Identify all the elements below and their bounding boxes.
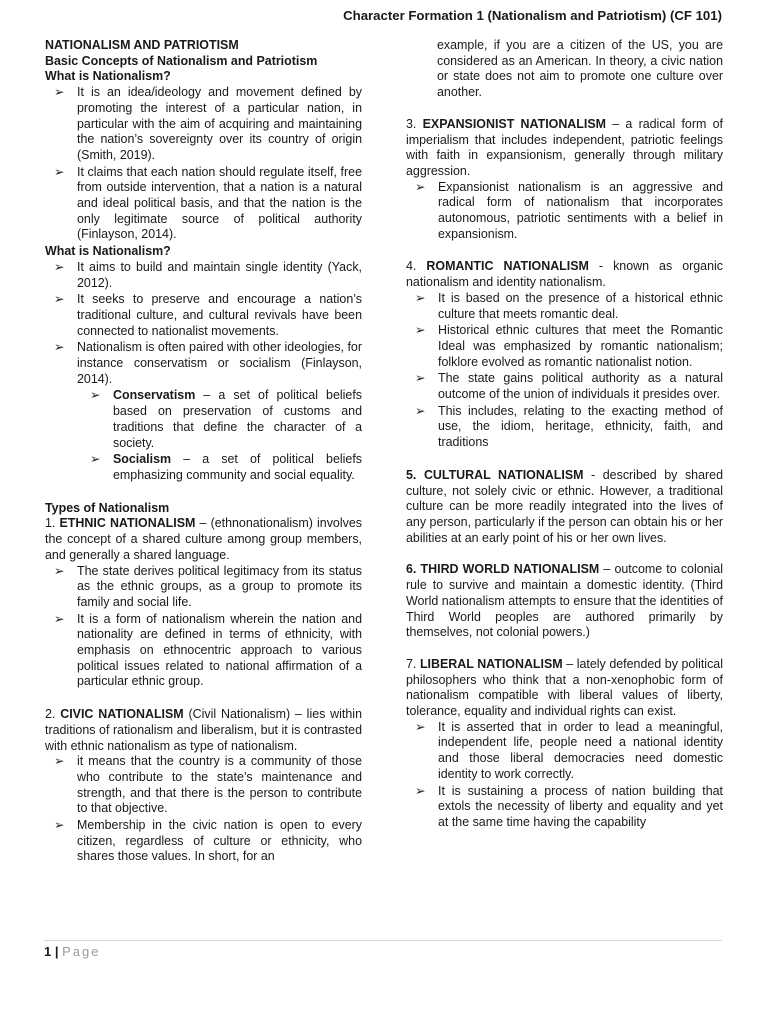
- arrowhead-bullet-icon: ➢: [54, 340, 65, 355]
- arrowhead-bullet-icon: ➢: [415, 719, 426, 734]
- type-civic-intro: 2. CIVIC NATIONALISM (Civil Nationalism) – lies within traditions of rationalism and liberalism, but it is contrasted with ethnic nationalism as type of nationalism.: [45, 707, 362, 753]
- bullet-item: ➢ It aims to build and maintain single identity (Yack, 2012).: [54, 259, 362, 290]
- arrowhead-bullet-icon: ➢: [54, 292, 65, 307]
- bullet-item: ➢ Membership in the civic nation is open to every citizen, regardless of culture or ethnicity, who shares those values. In short, for an: [54, 818, 362, 864]
- bullet-item: ➢ it means that the country is a community of those who contribute to the state’s maintenance and strength, and that there is the person to contribute to that objective.: [54, 754, 362, 816]
- footer-separator: |: [51, 944, 63, 959]
- bullet-item: ➢ It is a form of nationalism wherein the nation and nationality are defined in terms of ethnicity, with emphasis on ethnocentric approach to various political issues related to national affirmation of a particular ethnic group.: [54, 611, 362, 689]
- section-title: Basic Concepts of Nationalism and Patriotism: [45, 53, 318, 68]
- type-expansionist-intro: 3. EXPANSIONIST NATIONALISM – a radical form of imperialism that includes independent, patriotic feelings with faith in expansionism, generally through military aggression.: [406, 116, 723, 178]
- arrowhead-bullet-icon: ➢: [54, 611, 65, 626]
- bullet-item: ➢ The state derives political legitimacy from its status as the ethnic groups, as a group to promote its family and social life.: [54, 563, 362, 609]
- arrowhead-bullet-icon: ➢: [54, 818, 65, 833]
- question-heading: What is Nationalism?: [45, 69, 171, 84]
- arrowhead-bullet-icon: ➢: [54, 85, 65, 100]
- bullet-item: ➢ It is asserted that in order to lead a meaningful, independent life, people need a national identity and those liberal democracies need domestic identity to work correctly.: [415, 719, 723, 781]
- question-heading: What is Nationalism?: [45, 244, 171, 259]
- arrowhead-bullet-icon: ➢: [415, 783, 426, 798]
- arrowhead-bullet-icon: ➢: [90, 388, 101, 403]
- running-header: Character Formation 1 (Nationalism and Patriotism) (CF 101): [343, 8, 722, 23]
- arrowhead-bullet-icon: ➢: [415, 323, 426, 338]
- arrowhead-bullet-icon: ➢: [54, 754, 65, 769]
- type-thirdworld-intro: 6. THIRD WORLD NATIONALISM – outcome to colonial rule to survive and maintain a domestic identity. (Third World nationalism attempts to ensure that the identities of Third World peoples are authored primarily by themselves, not colonial powers.): [406, 562, 724, 640]
- bullet-item: ➢ Nationalism is often paired with other ideologies, for instance conservatism or socialism (Finlayson, 2014).: [54, 340, 362, 386]
- bullet-item: ➢ It is sustaining a process of nation building that extols the necessity of liberty and equality and yet at the same time having the capability: [415, 783, 723, 829]
- types-heading: Types of Nationalism: [45, 500, 170, 515]
- type-liberal-intro: 7. LIBERAL NATIONALISM – lately defended by political philosophers who think that a non-xenophobic form of nationalism compatible with liberal values of liberty, tolerance, equality and individual rights can exist.: [406, 656, 723, 719]
- arrowhead-bullet-icon: ➢: [54, 164, 65, 179]
- civic-continuation: example, if you are a citizen of the US, you are considered as an American. In theory, a civic nation or state does not aim to promote one culture over another.: [437, 38, 723, 100]
- type-cultural-intro: 5. CULTURAL NATIONALISM - described by shared culture, not solely civic or ethnic. However, a traditional culture can be more readily integrated into the lives of any person, particularly if the person can obtain his or her abilities at an early point of his or her own lives.: [406, 467, 723, 545]
- type-romantic-intro: 4. ROMANTIC NATIONALISM - known as organic nationalism and identity nationalism.: [406, 259, 723, 290]
- sub-bullet-item: ➢ Socialism – a set of political beliefs emphasizing community and social equality.: [90, 452, 362, 482]
- right-column: [406, 38, 723, 832]
- bullet-item: ➢ It is an idea/ideology and movement defined by promoting the interest of a particular nation, in particular with the aim of acquiring and maintaining the nation’s sovereignty over its country of origin (Smith, 2019).: [54, 85, 362, 162]
- bullet-item: ➢ Expansionist nationalism is an aggressive and radical form of nationalism that incorporates autonomous, patriotic sentiments with a belief in expansionism.: [415, 179, 723, 241]
- bullet-item: ➢ It claims that each nation should regulate itself, free from outside intervention, that a nation is a natural and ideal political basis, and that the nation is the only legitimate source of political authority (Finlayson, 2014).: [54, 164, 362, 242]
- doc-title: NATIONALISM AND PATRIOTISM: [45, 38, 239, 52]
- arrowhead-bullet-icon: ➢: [54, 563, 65, 578]
- footer-rule: [44, 940, 722, 941]
- arrowhead-bullet-icon: ➢: [415, 290, 426, 305]
- page-footer: [44, 944, 100, 959]
- bullet-item: ➢ It is based on the presence of a historical ethnic culture that meets romantic deal.: [415, 290, 723, 321]
- left-column: [45, 38, 362, 866]
- bullet-item: ➢ This includes, relating to the exacting method of use, the idiom, heritage, ethnicity, faith, and traditions: [415, 403, 723, 450]
- arrowhead-bullet-icon: ➢: [415, 403, 426, 418]
- arrowhead-bullet-icon: ➢: [54, 259, 65, 274]
- page-label: Page: [62, 944, 101, 959]
- bullet-item: ➢ Historical ethnic cultures that meet the Romantic Ideal was emphasized by romantic nationalism; folklore evolved as romantic nationalist notion.: [415, 323, 723, 369]
- arrowhead-bullet-icon: ➢: [90, 452, 101, 467]
- bullet-item: ➢ It seeks to preserve and encourage a nation’s traditional culture, and cultural revivals have been connected to nationalist movements.: [54, 292, 362, 338]
- type-ethnic-intro: 1. ETHNIC NATIONALISM – (ethnonationalism) involves the concept of a shared culture among group members, and generally a shared language.: [45, 516, 362, 562]
- page-number: 1: [44, 944, 52, 959]
- arrowhead-bullet-icon: ➢: [415, 371, 426, 386]
- sub-bullet-item: ➢ Conservatism – a set of political beliefs based on preservation of customs and traditions that define the character of a society.: [90, 388, 362, 450]
- arrowhead-bullet-icon: ➢: [415, 179, 426, 194]
- bullet-item: ➢ The state gains political authority as a natural outcome of the union of individuals it presides over.: [415, 371, 723, 402]
